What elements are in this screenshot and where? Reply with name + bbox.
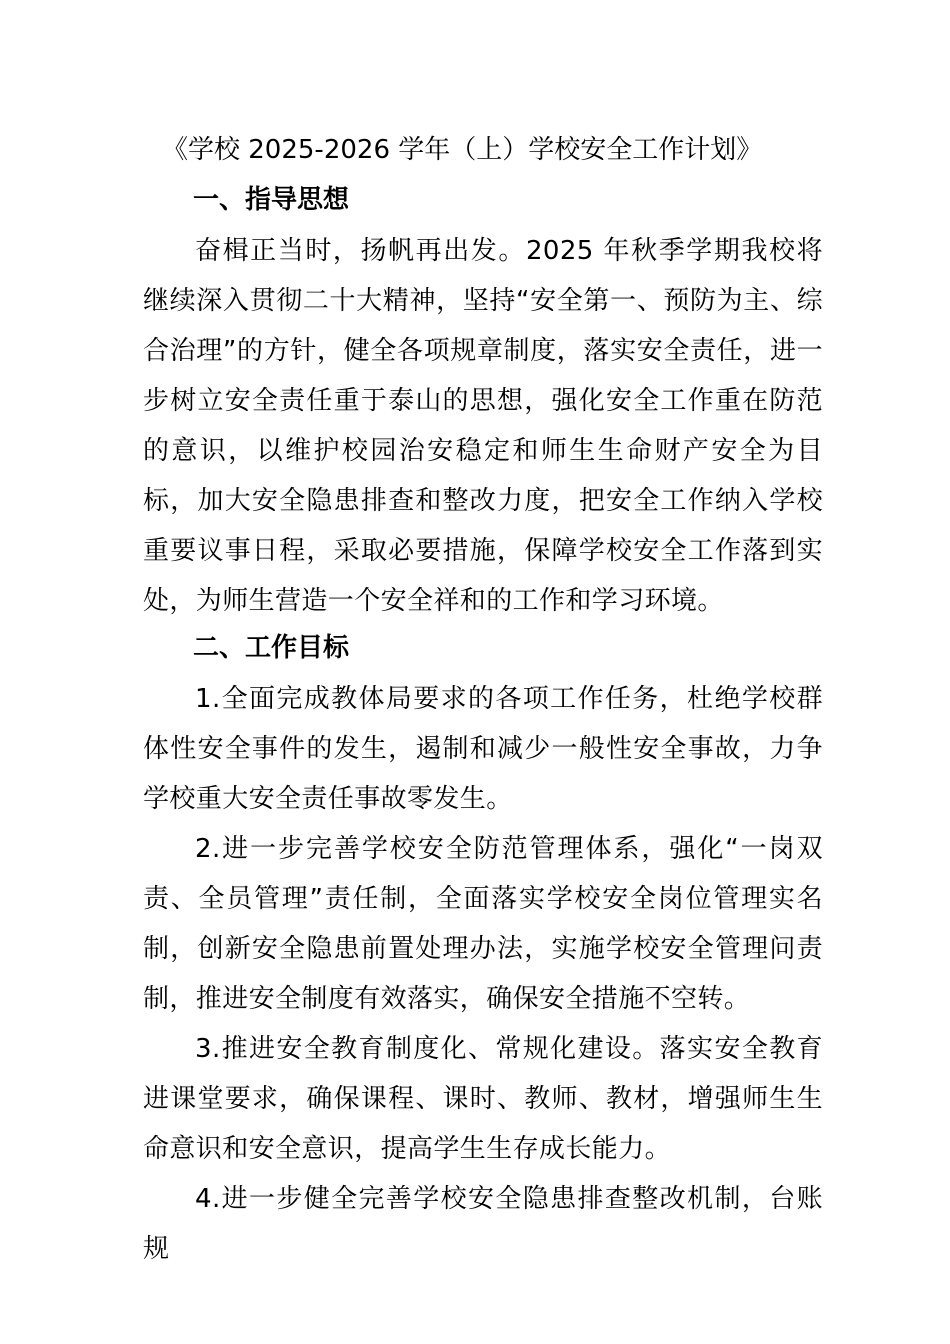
goal-item-1: 1.全面完成教体局要求的各项工作任务，杜绝学校群体性安全事件的发生，遏制和减少一般性安全事故，力争学校重大安全责任事故零发生。 <box>143 684 823 814</box>
goal-item-4: 4.进一步健全完善学校安全隐患排查整改机制，台账规 <box>143 1184 823 1264</box>
goal-item-3: 3.推进安全教育制度化、常规化建设。落实安全教育进课堂要求，确保课程、课时、教师、教材，增强师生生命意识和安全意识，提高学生生存成长能力。 <box>143 1034 823 1164</box>
paragraph-guiding-ideology: 奋楫正当时，扬帆再出发。2025 年秋季学期我校将继续深入贯彻二十大精神，坚持“安全第一、预防为主、综合治理”的方针，健全各项规章制度，落实安全责任，进一步树立安全责任重于泰山的思想，强化安全工作重在防范的意识，以维护校园治安稳定和师生生命财产安全为目标，加大安全隐患排查和整改力度，把安全工作纳入学校重要议事日程，采取必要措施，保障学校安全工作落到实处，为师生营造一个安全祥和的工作和学习环境。 <box>143 236 823 616</box>
goal-item-2: 2.进一步完善学校安全防范管理体系，强化“一岗双责、全员管理”责任制，全面落实学校安全岗位管理实名制，创新安全隐患前置处理办法，实施学校安全管理问责制，推进安全制度有效落实，确保安全措施不空转。 <box>143 834 823 1014</box>
document-title: 《学校 2025-2026 学年（上）学校安全工作计划》 <box>162 135 763 165</box>
section-heading-guiding-ideology: 一、指导思想 <box>193 185 350 215</box>
section-heading-work-goals: 二、工作目标 <box>193 633 350 663</box>
